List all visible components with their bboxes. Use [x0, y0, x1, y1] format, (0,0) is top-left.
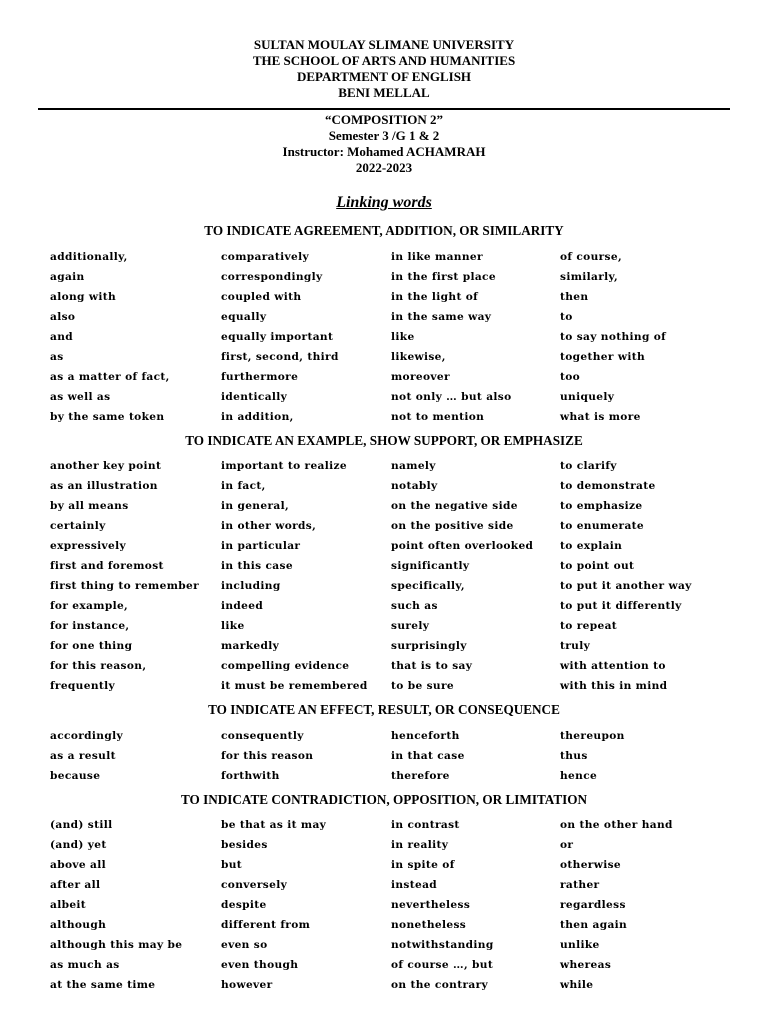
linking-word: of course …, but — [391, 959, 494, 971]
linking-word: on the positive side — [391, 520, 514, 532]
linking-word: at the same time — [50, 979, 156, 991]
linking-word: to repeat — [560, 620, 618, 632]
linking-word: instead — [391, 879, 438, 891]
linking-word: in that case — [391, 750, 465, 762]
table-row — [0, 247, 768, 267]
linking-word: furthermore — [221, 371, 299, 383]
table-row — [0, 726, 768, 746]
linking-word: along with — [50, 291, 116, 303]
linking-word: in particular — [221, 540, 301, 552]
table-row — [0, 367, 768, 387]
linking-word: in contrast — [391, 819, 460, 831]
table-row — [0, 935, 768, 955]
table-row — [0, 855, 768, 875]
linking-word: and — [50, 331, 74, 343]
linking-word: truly — [560, 640, 591, 652]
linking-word: additionally, — [50, 251, 128, 263]
linking-word: in the light of — [391, 291, 479, 303]
linking-word: in addition, — [221, 411, 294, 423]
linking-word: like — [221, 620, 245, 632]
table-row — [0, 656, 768, 676]
linking-word: surprisingly — [391, 640, 467, 652]
linking-word: regardless — [560, 899, 626, 911]
university-name: SULTAN MOULAY SLIMANE UNIVERSITY — [253, 37, 515, 52]
table-row — [0, 576, 768, 596]
course-info — [0, 112, 768, 176]
linking-word: conversely — [221, 879, 288, 891]
table-row — [0, 267, 768, 287]
linking-word: thereupon — [560, 730, 625, 742]
linking-word: different from — [221, 919, 311, 931]
linking-word: in like manner — [391, 251, 483, 263]
table-row — [0, 815, 768, 835]
linking-word: nevertheless — [391, 899, 471, 911]
linking-word: (and) still — [50, 819, 113, 831]
linking-word: therefore — [391, 770, 450, 782]
section-heading: TO INDICATE CONTRADICTION, OPPOSITION, OR LIMITATION — [180, 792, 588, 807]
linking-word: in other words, — [221, 520, 317, 532]
table-row — [0, 287, 768, 307]
linking-word: notably — [391, 480, 438, 492]
linking-word: on the negative side — [391, 500, 518, 512]
linking-word: by the same token — [50, 411, 165, 423]
linking-word: frequently — [50, 680, 116, 692]
linking-word: as a result — [50, 750, 116, 762]
linking-word: after all — [50, 879, 101, 891]
linking-word: despite — [221, 899, 267, 911]
linking-word: unlike — [560, 939, 600, 951]
linking-word: to explain — [560, 540, 623, 552]
course-name: “COMPOSITION 2” — [324, 112, 444, 127]
table-row — [0, 676, 768, 696]
linking-word: significantly — [391, 560, 470, 572]
table-row — [0, 875, 768, 895]
linking-word: although this may be — [50, 939, 183, 951]
linking-word: whereas — [560, 959, 612, 971]
linking-word: to enumerate — [560, 520, 645, 532]
linking-word: to put it another way — [560, 580, 692, 592]
linking-word: by all means — [50, 500, 129, 512]
page-title: Linking words — [336, 194, 432, 211]
linking-word: for instance, — [50, 620, 130, 632]
table-row — [0, 307, 768, 327]
table-row — [0, 596, 768, 616]
linking-word: accordingly — [50, 730, 123, 742]
linking-word: that is to say — [391, 660, 473, 672]
linking-word: while — [560, 979, 594, 991]
linking-word: together with — [560, 351, 646, 363]
linking-word: to — [560, 311, 573, 323]
linking-word: like — [391, 331, 415, 343]
linking-word: rather — [560, 879, 600, 891]
linking-word: equally important — [221, 331, 334, 343]
linking-word: indeed — [221, 600, 264, 612]
school-name: THE SCHOOL OF ARTS AND HUMANITIES — [252, 53, 516, 68]
linking-word: point often overlooked — [391, 540, 534, 552]
linking-word: henceforth — [391, 730, 460, 742]
linking-word: albeit — [50, 899, 87, 911]
table-row — [0, 835, 768, 855]
semester-line: Semester 3 /G 1 & 2 — [328, 128, 440, 143]
linking-word: to say nothing of — [560, 331, 667, 343]
department-name: DEPARTMENT OF ENGLISH — [296, 69, 472, 84]
table-row — [0, 616, 768, 636]
linking-word: to demonstrate — [560, 480, 656, 492]
linking-word: in fact, — [221, 480, 266, 492]
section-heading: TO INDICATE AN EXAMPLE, SHOW SUPPORT, OR EMPHASIZE — [185, 433, 583, 448]
linking-word: otherwise — [560, 859, 621, 871]
linking-word: with this in mind — [560, 680, 668, 692]
section-heading: TO INDICATE AN EFFECT, RESULT, OR CONSEQUENCE — [208, 702, 560, 717]
linking-word: markedly — [221, 640, 280, 652]
institution-header — [0, 37, 768, 101]
linking-word: besides — [221, 839, 268, 851]
linking-word: as much as — [50, 959, 120, 971]
linking-word: again — [50, 271, 85, 283]
table-row — [0, 746, 768, 766]
linking-word: even though — [221, 959, 299, 971]
table-row — [0, 476, 768, 496]
linking-word: also — [50, 311, 76, 323]
linking-word: first and foremost — [50, 560, 164, 572]
table-row — [0, 766, 768, 786]
linking-word: thus — [560, 750, 588, 762]
table-row — [0, 456, 768, 476]
linking-word: not to mention — [391, 411, 485, 423]
linking-word: as well as — [50, 391, 111, 403]
linking-word: another key point — [50, 460, 162, 472]
linking-word: certainly — [50, 520, 106, 532]
linking-word: it must be remembered — [221, 680, 368, 692]
table-row — [0, 407, 768, 427]
linking-word: identically — [221, 391, 288, 403]
linking-word: such as — [391, 600, 438, 612]
linking-word: comparatively — [221, 251, 309, 263]
linking-word: not only … but also — [391, 391, 512, 403]
linking-word: uniquely — [560, 391, 615, 403]
linking-word: important to realize — [221, 460, 347, 472]
city-name: BENI MELLAL — [338, 85, 430, 100]
table-row — [0, 536, 768, 556]
academic-year: 2022-2023 — [355, 160, 413, 175]
table-row — [0, 636, 768, 656]
table-row — [0, 496, 768, 516]
linking-word: in the same way — [391, 311, 492, 323]
table-row — [0, 516, 768, 536]
linking-word: because — [50, 770, 101, 782]
linking-word: with attention to — [560, 660, 666, 672]
linking-word: moreover — [391, 371, 450, 383]
linking-word: forthwith — [221, 770, 280, 782]
table-row — [0, 387, 768, 407]
linking-word: for this reason, — [50, 660, 147, 672]
linking-word: notwithstanding — [391, 939, 494, 951]
table-row — [0, 895, 768, 915]
linking-word: even so — [221, 939, 268, 951]
table-row — [0, 915, 768, 935]
linking-word: in general, — [221, 500, 290, 512]
linking-word: then — [560, 291, 589, 303]
linking-word: in the first place — [391, 271, 496, 283]
linking-word: including — [221, 580, 281, 592]
linking-word: although — [50, 919, 107, 931]
linking-word: nonetheless — [391, 919, 467, 931]
linking-word: as an illustration — [50, 480, 158, 492]
linking-word: to be sure — [391, 680, 454, 692]
table-row — [0, 347, 768, 367]
linking-word: as a matter of fact, — [50, 371, 170, 383]
linking-word: first thing to remember — [50, 580, 200, 592]
linking-word: to put it differently — [560, 600, 682, 612]
instructor-line: Instructor: Mohamed ACHAMRAH — [282, 144, 486, 159]
linking-word: as — [50, 351, 64, 363]
linking-word: similarly, — [560, 271, 619, 283]
linking-word: compelling evidence — [221, 660, 350, 672]
linking-word: to clarify — [560, 460, 617, 472]
linking-word: coupled with — [221, 291, 302, 303]
linking-word: to emphasize — [560, 500, 643, 512]
section-heading: TO INDICATE AGREEMENT, ADDITION, OR SIMILARITY — [204, 223, 564, 238]
linking-word: to point out — [560, 560, 635, 572]
linking-word: too — [560, 371, 581, 383]
linking-word: correspondingly — [221, 271, 323, 283]
linking-word: consequently — [221, 730, 304, 742]
linking-word: however — [221, 979, 273, 991]
linking-word: for one thing — [50, 640, 133, 652]
linking-word: in this case — [221, 560, 293, 572]
table-row — [0, 955, 768, 975]
linking-word: what is more — [560, 411, 641, 423]
linking-word: in reality — [391, 839, 449, 851]
linking-word: for this reason — [221, 750, 314, 762]
header-divider — [38, 108, 730, 110]
linking-word: expressively — [50, 540, 127, 552]
linking-word: then again — [560, 919, 628, 931]
table-row — [0, 975, 768, 995]
linking-word: above all — [50, 859, 106, 871]
linking-word: of course, — [560, 251, 623, 263]
linking-word: on the other hand — [560, 819, 673, 831]
linking-word: specifically, — [391, 580, 465, 592]
table-row — [0, 327, 768, 347]
linking-word: likewise, — [391, 351, 446, 363]
linking-word: or — [560, 839, 574, 851]
linking-word: be that as it may — [221, 819, 327, 831]
linking-word: surely — [391, 620, 430, 632]
linking-word: first, second, third — [221, 351, 339, 363]
linking-word: but — [221, 859, 243, 871]
linking-word: on the contrary — [391, 979, 489, 991]
linking-word: (and) yet — [50, 839, 107, 851]
linking-word: in spite of — [391, 859, 455, 871]
linking-word: equally — [221, 311, 267, 323]
table-row — [0, 556, 768, 576]
linking-word: namely — [391, 460, 436, 472]
linking-word: hence — [560, 770, 598, 782]
linking-word: for example, — [50, 600, 129, 612]
